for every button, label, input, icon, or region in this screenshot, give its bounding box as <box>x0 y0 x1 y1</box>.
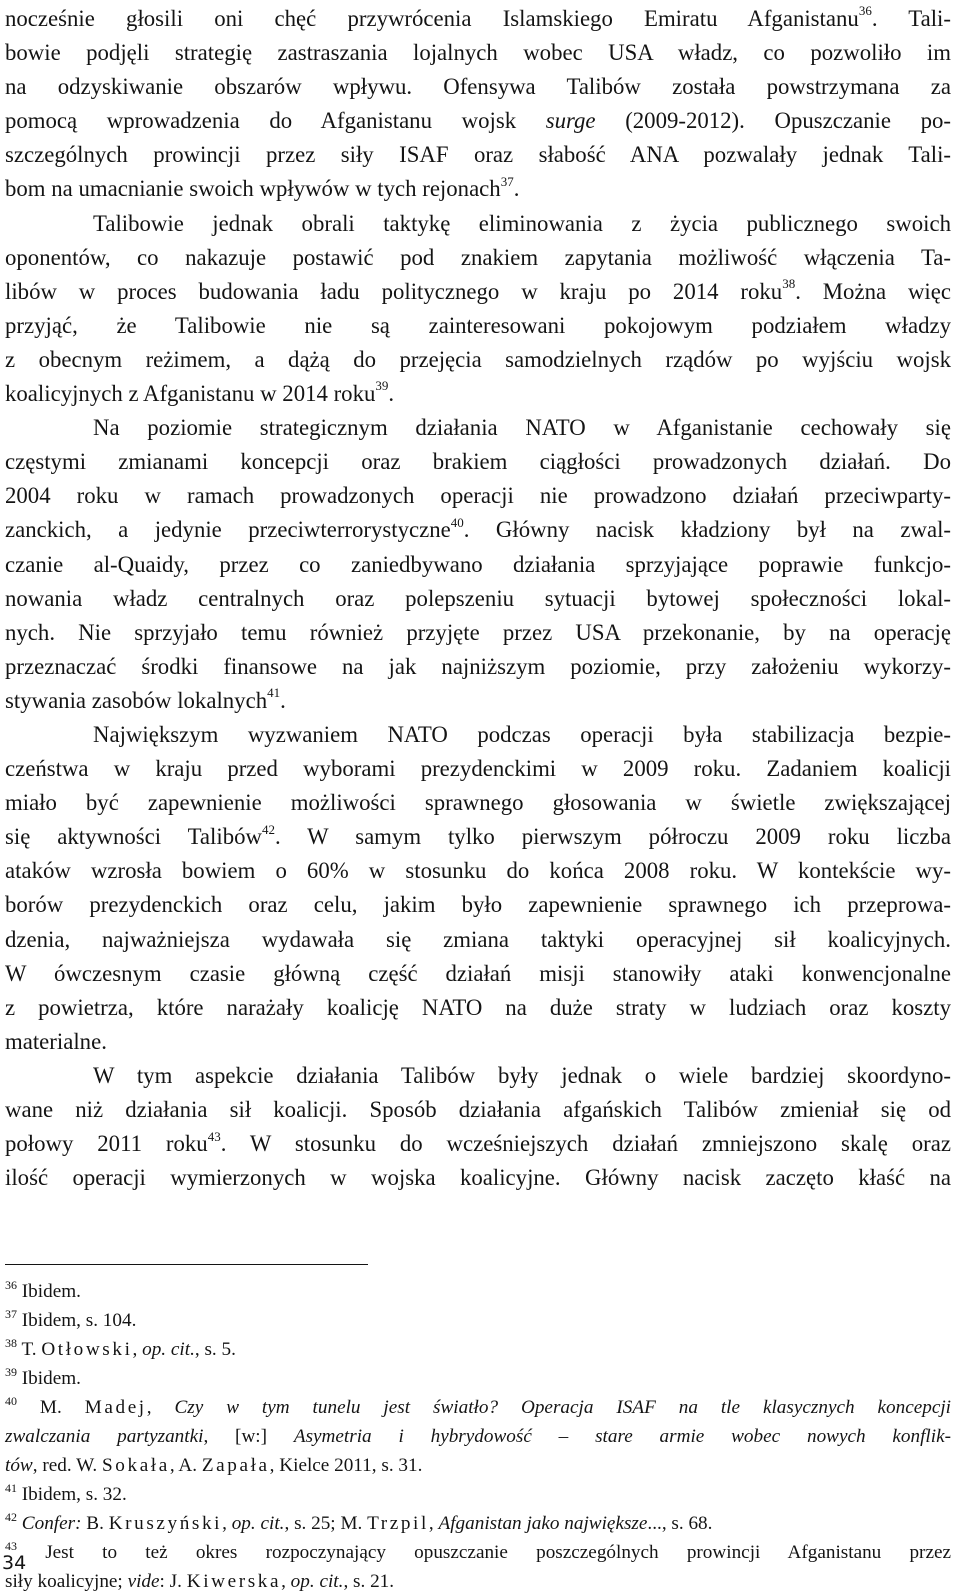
text-line: miało być zapewnienie możliwości sprawnego głosowania w świetle zwiększającej <box>5 790 951 816</box>
footnote-40-cont: tów, red. W. Sokała, A. Zapała, Kielce 2011, s. 31. <box>5 1455 423 1476</box>
paragraph-first-line: Na poziomie strategicznym działania NATO w Afganistanie cechowały się <box>93 415 951 441</box>
footnote-41: $^{41}$ Ibidem, s. 32. <box>5 1480 127 1505</box>
text-line: przeznaczać środki finansowe na jak najniższym poziomie, przy założeniu wykorzy- <box>5 653 951 679</box>
text-line: wane niż działania sił koalicji. Sposób działania afgańskich Talibów zmieniał się od <box>5 1097 951 1122</box>
text-line: z powietrza, które narażały koalicję NATO na duże straty w ludziach oraz koszty <box>5 994 951 1020</box>
text-line: nocześnie głosili oni chęć przywrócenia Islamskiego Emiratu Afganistanu$^{36}$. Tali- <box>5 3 951 31</box>
footnotes <box>5 1277 951 1596</box>
footnote-43-cont: siły koalicyjne; vide: J. Kiwerska, op. cit., s. 21. <box>5 1571 395 1592</box>
text-line: częstymi zmianami koncepcji oraz brakiem ciągłości prowadzonych działań. Do <box>5 449 951 475</box>
text-line: stywania zasobów lokalnych$^{41}$. <box>5 685 286 713</box>
text-line: materialne. <box>5 1028 107 1054</box>
paragraph-first-line: Talibowie jednak obrali taktykę eliminowania z życia publicznego swoich <box>93 210 951 236</box>
text-line: koalicyjnych z Afganistanu w 2014 roku$^{39}$. <box>5 378 395 407</box>
text-line: W ówczesnym czasie główną część działań misji stanowiły ataki konwencjonalne <box>5 960 951 986</box>
footnote-ref: 43 <box>207 1128 221 1144</box>
text-line: nowania władz centralnych oraz polepszeniu sytuacji bytowej społeczności lokal- <box>5 585 951 611</box>
text-line: ilość operacji wymierzonych w wojska koalicyjne. Główny nacisk zaczęto kłaść na <box>5 1165 951 1191</box>
text-line: połowy 2011 roku$^{43}$. W stosunku do wcześniejszych działań zmniejszono skalę oraz <box>5 1128 951 1157</box>
text-line: pomocą wprowadzenia do Afganistanu wojsk surge (2009-2012). Opuszczanie po- <box>5 108 951 134</box>
text-line: libów w proces budowania ładu politycznego w kraju po 2014 roku$^{38}$. Można więc <box>5 276 952 304</box>
text-line: bowie podjęli strategię zastraszania lojalnych wobec USA władz, co pozwoliło im <box>5 40 951 66</box>
footnote-ref: 42 <box>261 821 275 837</box>
page-number: 34 <box>2 1552 27 1574</box>
text-line: nych. Nie sprzyjało temu również przyjęte przez USA przekonanie, by na operację <box>5 619 951 645</box>
footnote-39: $^{39}$ Ibidem. <box>5 1364 81 1389</box>
text-line: przyjąć, że Talibowie nie są zainteresowani pokojowym podziałem władzy <box>5 312 951 338</box>
text-line: się aktywności Talibów$^{42}$. W samym tylko pierwszym półroczu 2009 roku liczba <box>5 821 951 850</box>
paragraph-first-line: W tym aspekcie działania Talibów były jednak o wiele bardziej skoordyno- <box>93 1062 951 1088</box>
text-line: na odzyskiwanie obszarów wpływu. Ofensywa Talibów została powstrzymana za <box>5 74 951 100</box>
body-text <box>5 2 951 1195</box>
text-line: oponentów, co nakazuje postawić pod znakiem zapytania możliwość włączenia Ta- <box>5 244 951 270</box>
text-line: ataków wzrosła bowiem o 60% w stosunku do końca 2008 roku. W kontekście wy- <box>5 858 951 884</box>
text-line: zanckich, a jedynie przeciwterrorystyczne$^{40}$. Główny nacisk kładziony był na zwal- <box>5 514 951 543</box>
footnote-ref: 39 <box>375 378 389 394</box>
footnote-43: $^{43}$ Jest to też okres rozpoczynający opuszczanie poszczególnych prowincji Afganistanu przez <box>5 1538 951 1563</box>
footnote-40: $^{40}$ M. Madej, Czy w tym tunelu jest światło? Operacja ISAF na tle klasycznych koncepcji <box>5 1393 952 1418</box>
paragraph-first-line: Największym wyzwaniem NATO podczas operacji była stabilizacja bezpie- <box>93 721 951 747</box>
footnote-ref: 36 <box>858 3 872 19</box>
footnote-38: $^{38}$ T. Otłowski, op. cit., s. 5. <box>5 1335 236 1360</box>
footnote-ref: 41 <box>267 685 281 701</box>
text-line: borów prezydenckich oraz celu, jakim było zapewnienie sprawnego ich przeprowa- <box>5 892 951 918</box>
footnote-42: $^{42}$ Confer: B. Kruszyński, op. cit., s. 25; M. Trzpil, Afganistan jako największe..., s. 68. <box>5 1509 713 1534</box>
footnote-ref: 38 <box>782 276 796 292</box>
text-line: czeństwa w kraju przed wyborami prezydenckimi w 2009 roku. Zadaniem koalicji <box>5 756 951 782</box>
footnote-ref: 37 <box>500 173 514 189</box>
text-line: 2004 roku w ramach prowadzonych operacji nie prowadzono działań przeciwparty- <box>5 483 951 509</box>
footnote-40-cont: zwalczania partyzantki, [w:] Asymetria i hybrydowość – stare armie wobec nowych konflik- <box>5 1426 951 1447</box>
footnote-ref: 40 <box>450 514 464 530</box>
footnote-36: $^{36}$ Ibidem. <box>5 1277 81 1302</box>
footnote-separator <box>5 1264 368 1265</box>
text-line: z obecnym reżimem, a dążą do przejęcia samodzielnych rządów po wyjściu wojsk <box>5 346 951 372</box>
footnote-37: $^{37}$ Ibidem, s. 104. <box>5 1306 137 1331</box>
text-line: czanie al-Quaidy, przez co zaniedbywano działania sprzyjające poprawie funkcjo- <box>5 551 951 577</box>
text-line: szczególnych prowincji przez siły ISAF oraz słabość ANA pozwalały jednak Tali- <box>5 142 951 168</box>
text-line: dzenia, najważniejsza wydawała się zmiana taktyki operacyjnej sił koalicyjnych. <box>5 926 951 952</box>
text-line: bom na umacnianie swoich wpływów w tych rejonach$^{37}$. <box>5 173 520 202</box>
